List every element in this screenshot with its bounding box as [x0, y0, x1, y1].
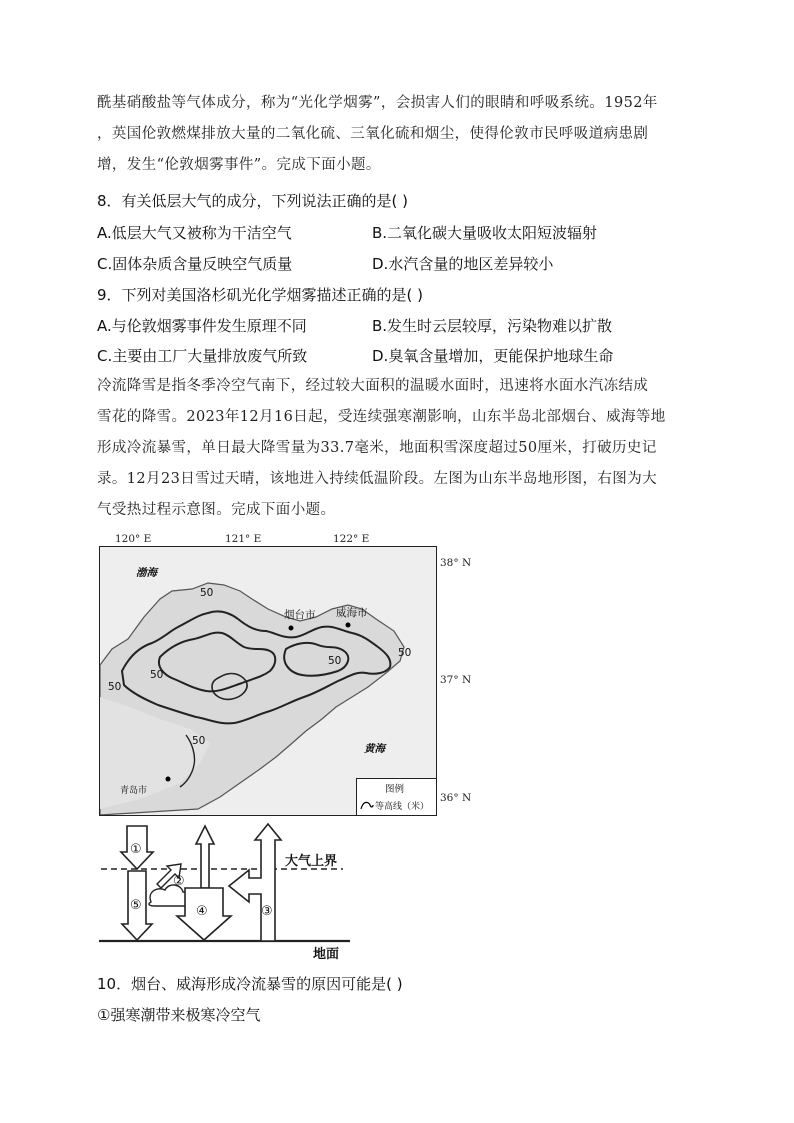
weihai-marker	[346, 623, 351, 628]
sea-label-bohai: 渤海	[136, 567, 157, 579]
arrow-3	[229, 824, 281, 941]
sea-label-huanghai: 黄海	[364, 743, 385, 755]
question-10-reason-1[interactable]: ①强寒潮带来极寒冷空气	[97, 1006, 261, 1024]
map-svg	[100, 547, 436, 815]
contour-value-2: 50	[150, 669, 164, 681]
map-lat-38: 38° N	[440, 557, 472, 569]
arrow-label-4: ④	[196, 904, 208, 919]
passage-2-line-5: 气受热过程示意图。完成下面小题。	[97, 502, 336, 518]
question-8-option-b[interactable]: B.二氧化碳大量吸收太阳短波辐射	[372, 224, 598, 242]
question-8-option-a[interactable]: A.低层大气又被称为干洁空气	[97, 224, 292, 242]
passage-2-line-2: 雪花的降雪。2023年12月16日起，受连续强寒潮影响，山东半岛北部烟台、威海等地	[97, 409, 666, 425]
city-label-qingdao: 青岛市	[120, 786, 148, 796]
qingdao-marker	[166, 777, 171, 782]
passage-1-line-2: ，英国伦敦燃煤排放大量的二氧化硫、三氧化硫和烟尘，使得伦敦市民呼吸道病患剧	[97, 126, 649, 142]
passage-1	[97, 88, 717, 181]
question-8-option-c[interactable]: C.固体杂质含量反映空气质量	[97, 255, 293, 273]
shandong-terrain-map	[99, 546, 437, 816]
label-ground: 地面	[313, 947, 340, 962]
map-lon-122: 122° E	[333, 533, 370, 545]
contour-legend-icon	[360, 799, 374, 811]
city-label-yantai: 烟台市	[284, 609, 316, 621]
arrow-label-1: ①	[130, 842, 142, 857]
contour-value-3: 50	[108, 681, 122, 693]
passage-2-line-1: 冷流降雪是指冬季冷空气南下，经过较大面积的温暖水面时，迅速将水面水汽冻结成	[97, 378, 649, 394]
legend-title: 图例	[385, 784, 405, 795]
map-lon-120: 120° E	[115, 533, 152, 545]
contour-value-1: 50	[200, 587, 214, 599]
question-9-option-c[interactable]: C.主要由工厂大量排放废气所致	[97, 347, 308, 365]
legend-item-contour: 等高线（米）	[375, 802, 430, 812]
map-legend	[356, 778, 437, 816]
passage-1-line-1: 酰基硝酸盐等气体成分，称为“光化学烟雾”，会损害人们的眼睛和呼吸系统。1952年	[97, 95, 658, 111]
question-8-stem: 8．有关低层大气的成分，下列说法正确的是( )	[97, 192, 409, 210]
passage-2-line-4: 录。12月23日雪过天晴，该地进入持续低温阶段。左图为山东半岛地形图，右图为大	[97, 471, 657, 487]
question-9-option-a[interactable]: A.与伦敦烟雾事件发生原理不同	[97, 317, 307, 335]
map-lat-36: 36° N	[440, 792, 472, 804]
passage-2	[97, 371, 717, 526]
contour-value-4: 50	[398, 647, 412, 659]
arrow-label-2: ②	[173, 874, 185, 889]
passage-2-line-3: 形成冷流暴雪，单日最大降雪量为33.7毫米，地面积雪深度超过50厘米，打破历史记	[97, 440, 657, 456]
map-lon-121: 121° E	[225, 533, 262, 545]
atmosphere-heating-diagram	[95, 822, 375, 962]
question-8-option-d[interactable]: D.水汽含量的地区差异较小	[372, 255, 554, 273]
city-label-weihai: 威海市	[336, 607, 368, 619]
map-lat-37: 37° N	[440, 674, 472, 686]
question-9-option-b[interactable]: B.发生时云层较厚，污染物难以扩散	[372, 317, 613, 335]
passage-1-line-3: 增，发生“伦敦烟雾事件”。完成下面小题。	[97, 157, 381, 173]
arrow-label-3: ③	[261, 904, 273, 919]
contour-value-5: 50	[328, 655, 342, 667]
arrow-4-up	[196, 826, 214, 888]
question-9-stem: 9．下列对美国洛杉矶光化学烟雾描述正确的是( )	[97, 286, 424, 304]
question-10-stem: 10．烟台、威海形成冷流暴雪的原因可能是( )	[97, 975, 403, 993]
question-9-option-d[interactable]: D.臭氧含量增加，更能保护地球生命	[372, 347, 614, 365]
arrow-label-5: ⑤	[130, 898, 142, 913]
contour-value-6: 50	[192, 735, 206, 747]
label-atmosphere-top: 大气上界	[285, 854, 338, 869]
yantai-marker	[289, 626, 294, 631]
